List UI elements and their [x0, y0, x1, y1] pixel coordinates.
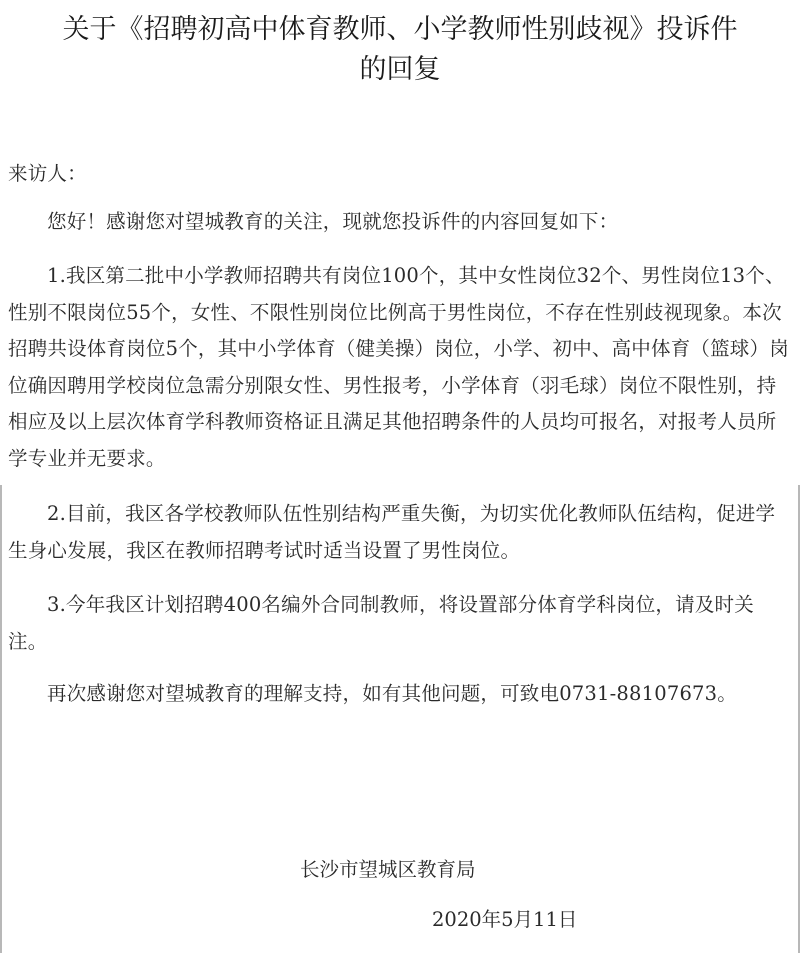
document-date: 2020年5月11日: [432, 908, 578, 931]
signature: 长沙市望城区教育局: [300, 858, 476, 881]
paragraph-3: 3.今年我区计划招聘400名编外合同制教师，将设置部分体育学科岗位，请及时关注。: [8, 593, 754, 653]
paragraph-1: 1.我区第二批中小学教师招聘共有岗位100个，其中女性岗位32个、男性岗位13个、性别不限岗位55个，女性、不限性别岗位比例高于男性岗位，不存在性别歧视现象。本次招聘共设体育岗位5个，其中小学体育（健美操）岗位，小学、初中、高中体育（篮球）岗位确因聘用学校岗位急需分别限女性、男性报考，小学体育（羽毛球）岗位不限性别，持相应及以上层次体育学科教师资格证且满足其他招聘条件的人员均可报名，对报考人员所学专业并无要求。: [8, 264, 789, 470]
salutation: 来访人：: [8, 162, 87, 185]
greeting-paragraph: 您好！感谢您对望城教育的关注，现就您投诉件的内容回复如下：: [47, 210, 619, 233]
page-border-left: [0, 485, 2, 953]
document-title: [0, 10, 800, 90]
paragraph-2: 2.目前，我区各学校教师队伍性别结构严重失衡，为切实优化教师队伍结构，促进学生身心发展，我区在教师招聘考试时适当设置了男性岗位。: [8, 502, 776, 562]
title-line-1: 关于《招聘初高中体育教师、小学教师性别歧视》投诉件: [62, 14, 738, 45]
title-line-2: 的回复: [359, 54, 441, 85]
closing-paragraph: 再次感谢您对望城教育的理解支持，如有其他问题，可致电0731-88107673。: [47, 682, 737, 705]
